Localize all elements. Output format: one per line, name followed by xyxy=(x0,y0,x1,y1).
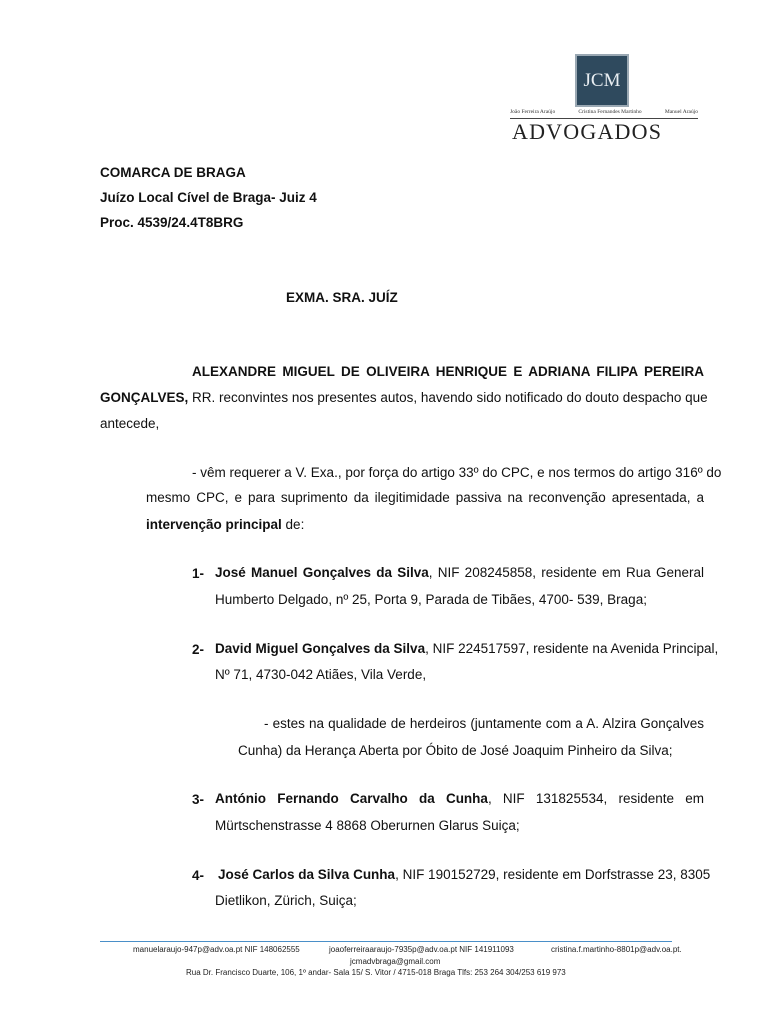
process-number: Proc. 4539/24.4T8BRG xyxy=(100,215,244,230)
footer-address: Rua Dr. Francisco Duarte, 106, 1º andar- Sala 15/ S. Vitor / 4715-018 Braga Tlfs: 253 264 304/253 619 973 xyxy=(186,968,566,977)
partner-name: Manuel Araújo xyxy=(664,109,698,115)
item-name: António Fernando Carvalho da Cunha xyxy=(215,791,488,806)
item-details: , NIF 131825534, residente em xyxy=(487,791,704,806)
item-line xyxy=(218,867,711,882)
intro-text: RR. reconvintes nos presentes autos, havendo sido notificado do douto despacho que xyxy=(192,390,708,405)
item-name: David Miguel Gonçalves da Silva xyxy=(215,641,426,656)
court-section: Juízo Local Cível de Braga- Juiz 4 xyxy=(100,190,317,205)
firm-name: ADVOGADOS xyxy=(512,119,663,144)
court-name: COMARCA DE BRAGA xyxy=(100,165,246,180)
item-name: José Carlos da Silva Cunha xyxy=(218,867,396,882)
partner-names xyxy=(510,109,698,115)
item-details: , NIF 190152729, residente em Dorfstrasse 23, 8305 xyxy=(395,867,711,882)
intervention-term: intervenção principal xyxy=(146,517,282,532)
request-text: de: xyxy=(281,517,305,532)
request-line-3 xyxy=(146,516,304,534)
request-line-2: mesmo CPC, e para suprimento da ilegitimidade passiva na reconvenção apresentada, a xyxy=(146,490,704,505)
intro-names-line: ALEXANDRE MIGUEL DE OLIVEIRA HENRIQUE E ADRIANA FILIPA PEREIRA xyxy=(192,364,704,379)
intro-line-3: antecede, xyxy=(100,416,160,431)
item-details: , NIF 208245858, residente em Rua General xyxy=(428,565,704,580)
partner-name: Cristina Fernandes Martinho xyxy=(578,109,642,115)
item-line xyxy=(215,791,704,806)
item-line xyxy=(215,565,704,580)
item-details: , NIF 224517597, residente na Avenida Principal, xyxy=(425,641,719,656)
item-name: José Manuel Gonçalves da Silva xyxy=(215,565,429,580)
intro-line-2 xyxy=(100,390,708,405)
partner-name: João Ferreira Araújo xyxy=(510,109,556,115)
footer-email: jcmadvbraga@gmail.com xyxy=(350,957,441,966)
intro-names-continuation: GONÇALVES, xyxy=(100,390,189,405)
salutation: EXMA. SRA. JUÍZ xyxy=(286,290,398,305)
item-address: Mürtschenstrasse 4 8868 Oberurnen Glarus Suiça; xyxy=(215,818,520,833)
footer-contact: joaoferreiraaraujo-7935p@adv.oa.pt NIF 141911093 xyxy=(329,945,514,954)
item-number: 4- xyxy=(192,868,205,883)
footer-divider xyxy=(100,941,672,942)
firm-logo xyxy=(575,54,629,107)
item-number: 1- xyxy=(192,566,205,581)
item-line xyxy=(215,641,719,656)
item-address: Humberto Delgado, nº 25, Porta 9, Parada de Tibães, 4700- 539, Braga; xyxy=(215,592,647,607)
footer-contact: cristina.f.martinho-8801p@adv.oa.pt. xyxy=(551,945,682,954)
item-address: Dietlikon, Zürich, Suiça; xyxy=(215,893,357,908)
heirs-note-line-1: - estes na qualidade de herdeiros (juntamente com a A. Alzira Gonçalves xyxy=(264,716,704,731)
heirs-note-line-2: Cunha) da Herança Aberta por Óbito de José Joaquim Pinheiro da Silva; xyxy=(238,743,673,758)
footer-contact: manuelaraujo-947p@adv.oa.pt NIF 148062555 xyxy=(133,945,300,954)
request-line-1: - vêm requerer a V. Exa., por força do artigo 33º do CPC, e nos termos do artigo 316º do xyxy=(192,465,722,480)
logo-monogram: JCM xyxy=(583,69,621,91)
item-address: Nº 71, 4730-042 Atiães, Vila Verde, xyxy=(215,667,427,682)
item-number: 2- xyxy=(192,642,205,657)
item-number: 3- xyxy=(192,792,205,807)
